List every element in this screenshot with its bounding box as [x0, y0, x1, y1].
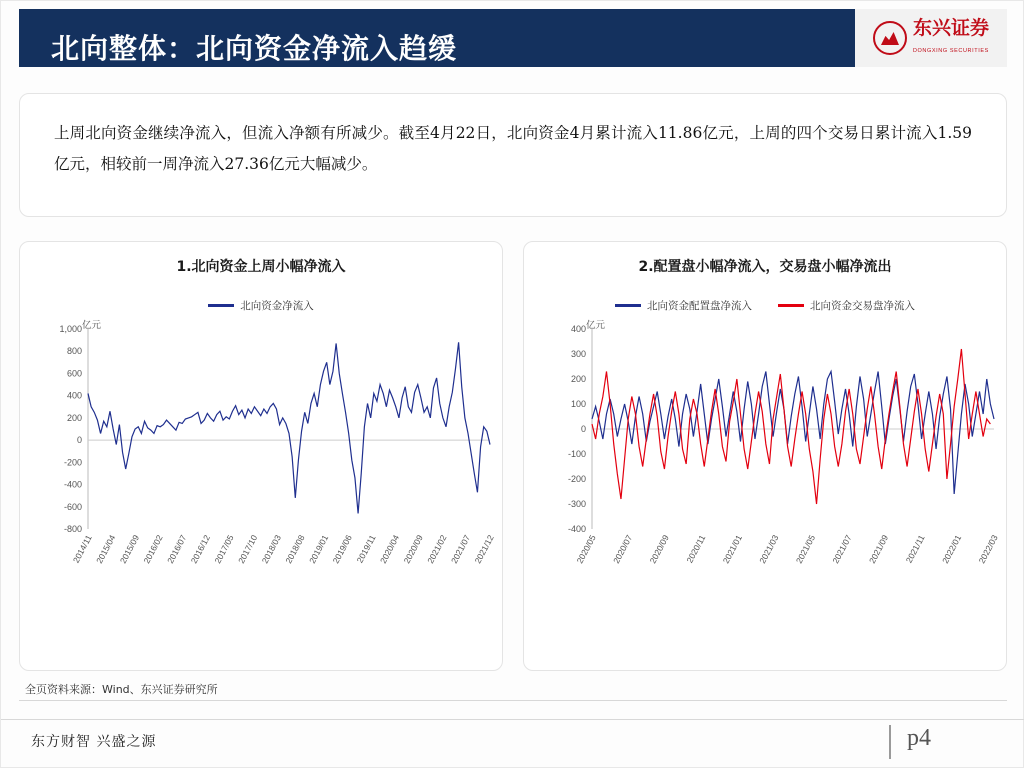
footer-slogan: 东方财智 兴盛之源 [31, 734, 157, 750]
svg-text:2021/07: 2021/07 [448, 533, 473, 566]
legend-swatch-icon [208, 304, 234, 307]
svg-text:2019/11: 2019/11 [354, 533, 378, 565]
svg-text:2015/09: 2015/09 [117, 533, 142, 566]
legend-label: 北向资金净流入 [240, 300, 314, 312]
header-bar [19, 9, 855, 67]
page-title: 北向整体：北向资金净流入趋缓 [51, 32, 458, 65]
svg-text:2020/11: 2020/11 [684, 533, 708, 565]
chart-area-right [524, 319, 1006, 629]
svg-text:2021/05: 2021/05 [793, 533, 818, 566]
line-chart-left [20, 319, 504, 629]
svg-text:2022/03: 2022/03 [976, 533, 1000, 566]
svg-text:2017/05: 2017/05 [212, 533, 236, 566]
svg-text:2020/04: 2020/04 [377, 533, 402, 566]
svg-text:2021/09: 2021/09 [866, 533, 891, 566]
svg-text:2015/04: 2015/04 [94, 533, 118, 566]
chart-area-left [20, 319, 502, 629]
svg-text:2021/02: 2021/02 [425, 533, 449, 566]
legend-label: 北向资金交易盘净流入 [810, 300, 915, 312]
legend-swatch-icon [778, 304, 804, 307]
svg-text:-800: -800 [63, 524, 82, 534]
svg-text:2019/01: 2019/01 [307, 533, 331, 566]
company-logo [855, 9, 1007, 67]
svg-text:2021/01: 2021/01 [720, 533, 744, 566]
svg-text:2020/07: 2020/07 [611, 533, 635, 566]
svg-text:2021/12: 2021/12 [472, 533, 496, 566]
svg-text:0: 0 [580, 424, 586, 434]
logo-name-en: DONGXING SECURITIES [912, 48, 989, 54]
svg-text:-200: -200 [567, 474, 586, 484]
svg-text:200: 200 [66, 412, 82, 423]
footer [1, 719, 1024, 769]
svg-text:2018/03: 2018/03 [259, 533, 283, 566]
legend-item [615, 298, 752, 313]
legend-item [778, 298, 915, 313]
chart-title-right: 2.配置盘小幅净流入，交易盘小幅净流出 [638, 259, 892, 275]
logo-name-cn: 东兴证券 [912, 17, 989, 39]
svg-text:2021/03: 2021/03 [757, 533, 781, 566]
y-axis-unit-left: 亿元 [82, 320, 102, 331]
svg-text:-400: -400 [567, 524, 586, 534]
chart-panel-right [523, 241, 1007, 671]
page-number: p4 [907, 725, 931, 751]
source-note: 全页资料来源：Wind、东兴证券研究所 [19, 677, 1007, 701]
svg-text:2020/09: 2020/09 [401, 533, 425, 566]
svg-text:2016/02: 2016/02 [141, 533, 165, 566]
svg-text:2018/08: 2018/08 [283, 533, 307, 566]
svg-text:100: 100 [570, 399, 586, 409]
svg-text:200: 200 [570, 374, 586, 384]
svg-text:2016/07: 2016/07 [165, 533, 189, 566]
summary-box [19, 93, 1007, 217]
page-separator [889, 725, 891, 759]
svg-text:2014/11: 2014/11 [70, 533, 94, 565]
svg-text:2022/01: 2022/01 [940, 533, 964, 566]
svg-text:2017/10: 2017/10 [236, 533, 260, 566]
svg-text:-600: -600 [63, 501, 82, 512]
svg-text:-100: -100 [567, 449, 586, 459]
svg-text:300: 300 [570, 349, 586, 359]
svg-text:400: 400 [570, 324, 586, 334]
svg-text:2020/09: 2020/09 [647, 533, 671, 566]
svg-text:800: 800 [66, 346, 82, 357]
svg-text:600: 600 [66, 368, 82, 379]
chart-legend-right [524, 298, 1006, 313]
svg-text:2016/12: 2016/12 [188, 533, 212, 566]
svg-text:0: 0 [76, 435, 82, 446]
legend-item [208, 298, 314, 313]
svg-text:2019/06: 2019/06 [330, 533, 354, 566]
svg-text:1,000: 1,000 [59, 324, 82, 334]
legend-label: 北向资金配置盘净流入 [647, 300, 752, 312]
svg-text:-200: -200 [63, 457, 82, 468]
svg-text:-400: -400 [63, 479, 82, 490]
chart-panel-left [19, 241, 503, 671]
svg-text:2021/11: 2021/11 [903, 533, 927, 565]
y-axis-unit-right: 亿元 [586, 320, 606, 331]
legend-swatch-icon [615, 304, 641, 307]
logo-mark-icon [873, 21, 907, 55]
chart-legend-left [20, 298, 502, 313]
footer-divider [1, 719, 1024, 720]
svg-text:2020/05: 2020/05 [574, 533, 598, 566]
svg-text:-300: -300 [567, 499, 586, 509]
chart-title-left: 1.北向资金上周小幅净流入 [176, 259, 346, 275]
svg-text:400: 400 [66, 390, 82, 401]
line-chart-right [524, 319, 1008, 629]
summary-text: 上周北向资金继续净流入，但流入净额有所减少。截至4月22日，北向资金4月累计流入11.86亿元，上周的四个交易日累计流入1.59亿元，相较前一周净流入27.36亿元大幅减少。 [54, 124, 972, 173]
svg-text:2021/07: 2021/07 [830, 533, 854, 566]
